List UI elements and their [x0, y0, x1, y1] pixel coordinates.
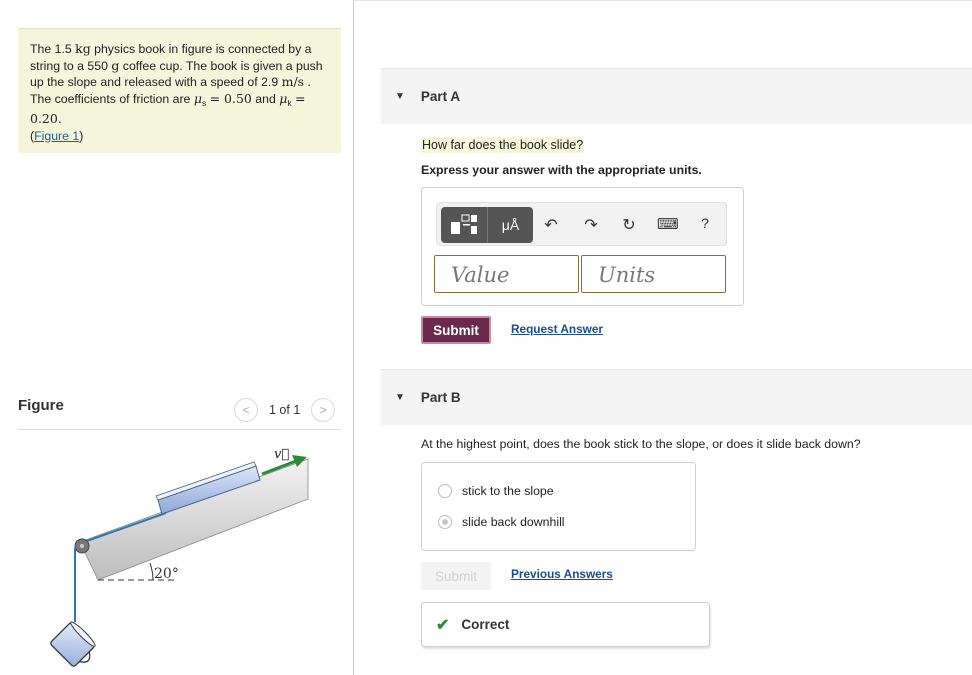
figure-heading: Figure — [18, 397, 64, 414]
toolbar-dark-group — [441, 207, 533, 243]
option-label: stick to the slope — [462, 484, 554, 498]
part-a-title: Part A — [420, 89, 461, 104]
option-label: slide back downhill — [462, 515, 565, 529]
part-a-question: How far does the book slide? — [422, 138, 584, 152]
part-a-instructions: Express your answer with the appropriate units. — [421, 163, 702, 177]
coffee-cup — [50, 620, 101, 671]
figure-divider — [18, 429, 341, 430]
pager-prev-button[interactable]: < — [234, 398, 258, 422]
option-stick[interactable] — [438, 484, 554, 498]
answer-box — [421, 187, 744, 306]
figure-link[interactable]: Figure 1 — [34, 128, 80, 143]
math-toolbar — [436, 202, 727, 246]
collapse-triangle-icon: ▼ — [395, 392, 405, 403]
physics-figure — [18, 436, 341, 675]
ramp — [80, 459, 308, 580]
keyboard-icon[interactable]: ⌨ — [657, 216, 679, 233]
reset-icon[interactable]: ↻ — [622, 217, 636, 234]
angle-arc — [150, 563, 153, 580]
figure-pager — [234, 398, 335, 422]
part-b-header[interactable] — [381, 369, 972, 425]
radio-button[interactable] — [438, 484, 452, 498]
templates-icon — [449, 213, 479, 237]
units-button[interactable]: μÅ — [487, 207, 533, 243]
pager-next-button[interactable]: > — [311, 398, 335, 422]
part-b-title: Part B — [420, 390, 461, 405]
radio-button-selected[interactable] — [438, 515, 452, 529]
part-a-submit-button[interactable]: Submit — [421, 316, 491, 344]
part-b-submit-button: Submit — [421, 562, 491, 590]
part-a-header[interactable] — [381, 68, 972, 124]
collapse-triangle-icon: ▼ — [395, 91, 405, 102]
feedback-text: Correct — [461, 617, 510, 632]
checkmark-icon: ✔ — [436, 616, 450, 634]
options-box — [421, 462, 696, 551]
angle-label: 20° — [154, 566, 179, 582]
undo-icon[interactable]: ↶ — [544, 217, 558, 234]
pager-text: 1 of 1 — [269, 403, 301, 417]
redo-icon[interactable]: ↷ — [584, 217, 598, 234]
help-icon[interactable]: ? — [701, 215, 709, 231]
request-answer-link[interactable]: Request Answer — [511, 322, 603, 336]
feedback-correct — [421, 602, 710, 647]
templates-button[interactable] — [441, 207, 487, 243]
option-slide-back[interactable] — [438, 515, 565, 529]
velocity-label: v⃗ — [274, 447, 290, 462]
top-divider — [354, 0, 972, 1]
units-input[interactable]: Units — [581, 255, 726, 293]
problem-statement: The 1.5 kg physics book in figure is connected by a string to a 550 g coffee cup. The book is given a push up the slope and released with a speed of 2.9 m/s . The coefficients of friction are $\mu_s = 0.50$ and $\mu_k = 0.20$. (Figure 1) — [18, 28, 341, 153]
value-input[interactable]: Value — [434, 255, 579, 293]
previous-answers-link[interactable]: Previous Answers — [511, 567, 613, 581]
part-b-question: At the highest point, does the book stick to the slope, or does it slide back down? — [421, 437, 861, 451]
